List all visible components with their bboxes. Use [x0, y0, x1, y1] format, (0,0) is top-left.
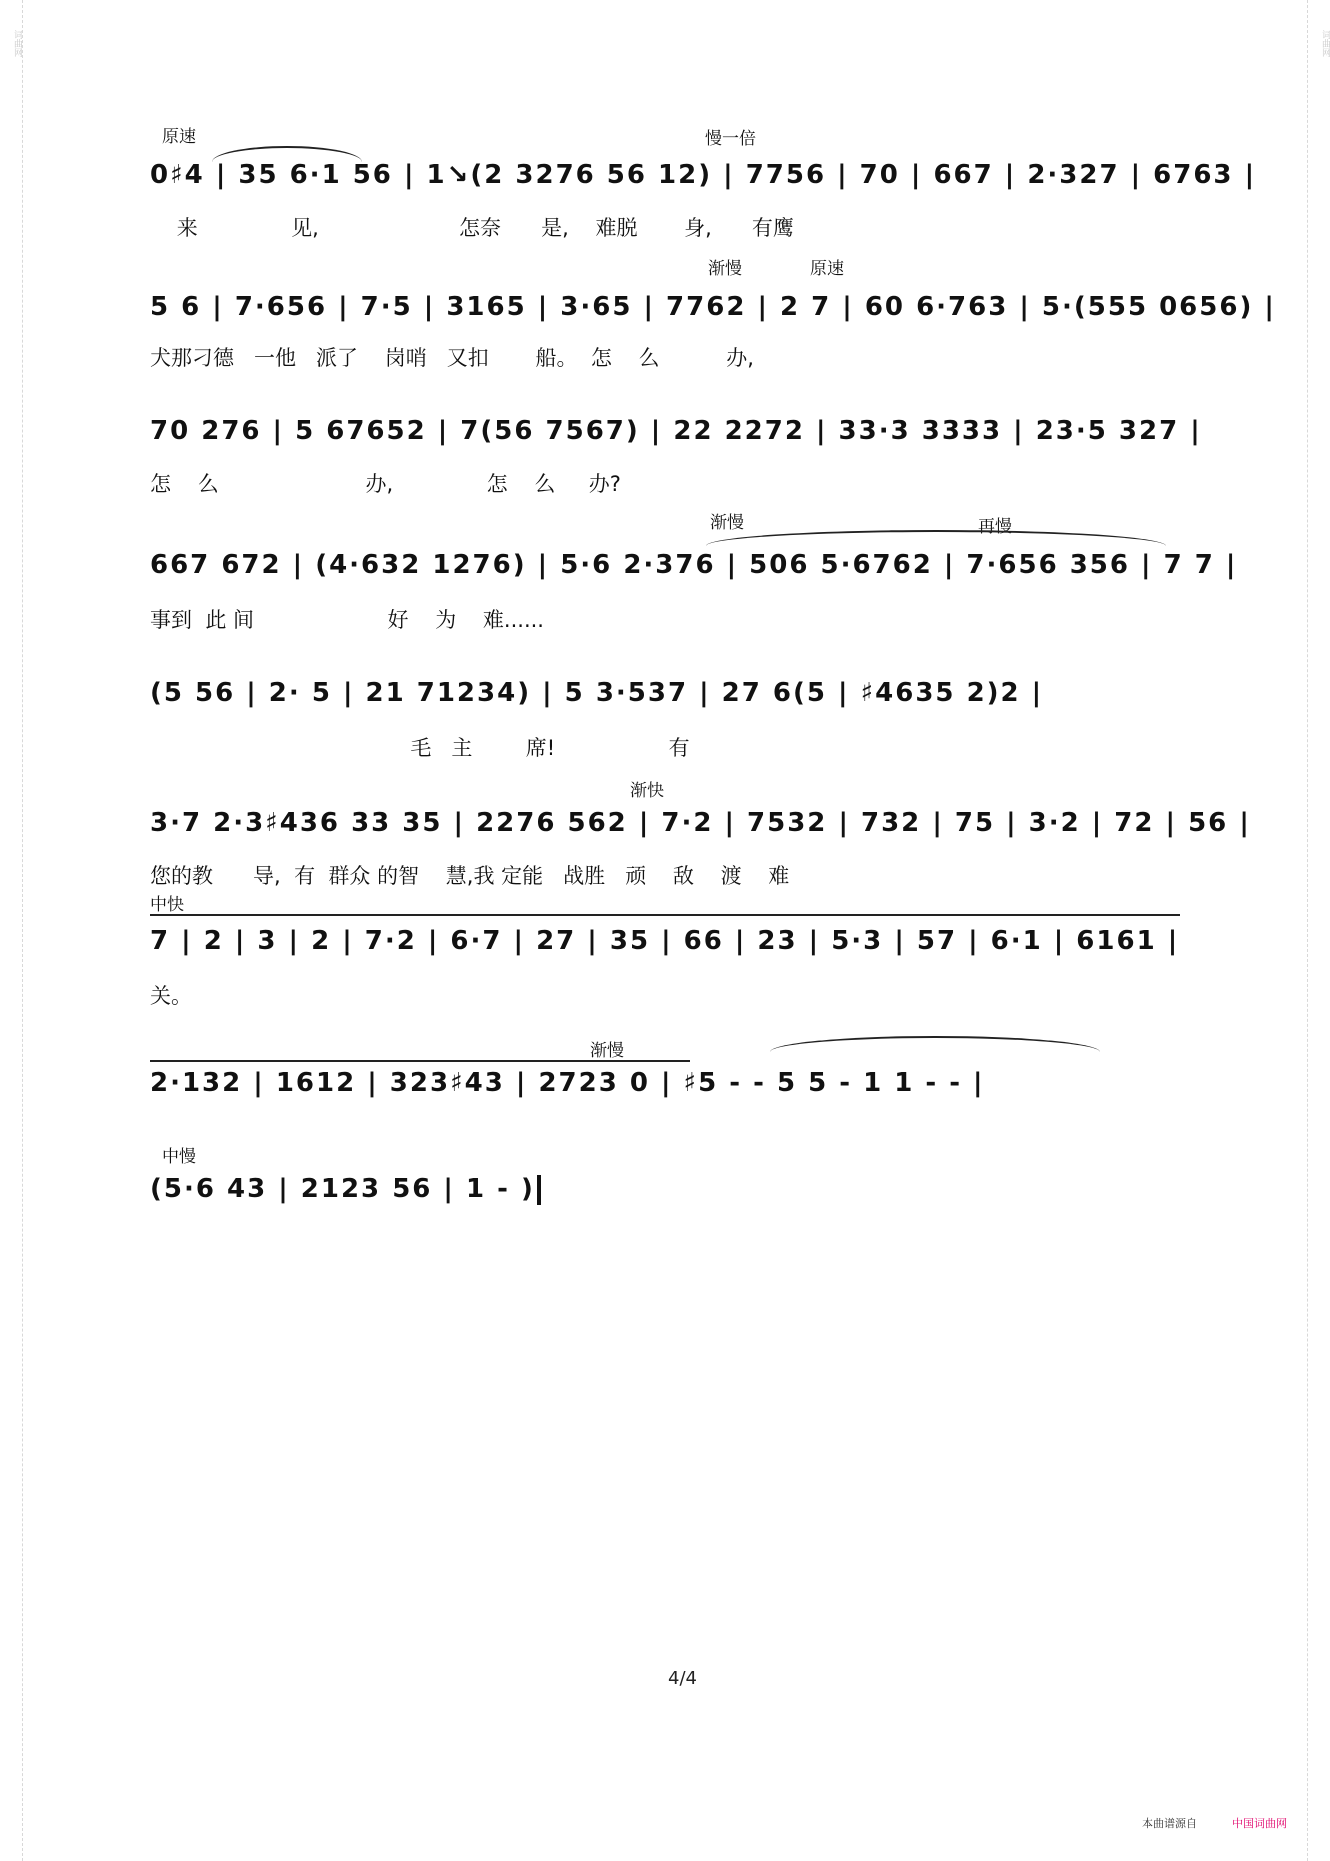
notes-text: (5·6 43 | 2123 56 | 1 - )	[150, 1174, 535, 1204]
lyrics-line: 犬那刁德 一他 派了 岗哨 又扣 船。 怎 么 办,	[150, 346, 754, 370]
right-watermark: 词曲网	[1320, 30, 1330, 57]
tempo-mark: 原速	[162, 127, 196, 147]
footer-site-link[interactable]: 中国词曲网	[1232, 1817, 1287, 1830]
tempo-mark: 中快	[150, 895, 184, 915]
slur	[706, 530, 1166, 546]
notes-line: 5 6 | 7·656 | 7·5 | 3165 | 3·65 | 7762 | 2 7 | 60 6·763 | 5·(555 0656) |	[150, 292, 1276, 322]
right-watermark-strip	[1307, 0, 1330, 1861]
page-number: 4/4	[668, 1668, 697, 1689]
tempo-mark: 渐快	[630, 781, 664, 801]
lyrics-line: 您的教 导, 有 群众 的智 慧,我 定能 战胜 顽 敌 渡 难	[150, 864, 790, 888]
lyrics-line: 怎 么 办, 怎 么 办?	[150, 472, 621, 496]
left-watermark: 词曲网	[12, 30, 22, 57]
notes-line	[150, 1174, 541, 1205]
notes-line: 667 672 | (4·632 1276) | 5·6 2·376 | 506 5·6762 | 7·656 356 | 7 7 |	[150, 550, 1238, 580]
tempo-mark: 原速	[810, 259, 844, 279]
lyrics-line: 事到 此 间 好 为 难......	[150, 608, 544, 632]
footer-source: 本曲谱源自	[1142, 1817, 1197, 1830]
left-watermark-strip	[0, 0, 23, 1861]
tempo-mark: 渐慢	[590, 1041, 624, 1061]
lyrics-line: 来 见, 怎奈 是, 难脱 身, 有鹰	[150, 216, 794, 240]
tempo-mark: 渐慢	[708, 259, 742, 279]
lyrics-line: 关。	[150, 984, 192, 1008]
tempo-mark: 渐慢	[710, 513, 744, 533]
notes-line: 0♯4 | 35 6·1 56 | 1↘(2 3276 56 12) | 7756 | 70 | 667 | 2·327 | 6763 |	[150, 160, 1257, 190]
notes-line: 3·7 2·3♯436 33 35 | 2276 562 | 7·2 | 7532 | 732 | 75 | 3·2 | 72 | 56 |	[150, 808, 1251, 838]
notes-line: (5 56 | 2· 5 | 21 71234) | 5 3·537 | 27 6(5 | ♯4635 2)2 |	[150, 678, 1044, 708]
notes-line: 2·132 | 1612 | 323♯43 | 2723 0 | ♯5 - - 5 5 - 1 1 - - |	[150, 1068, 985, 1098]
notes-line: 70 276 | 5 67652 | 7(56 7567) | 22 2272 | 33·3 3333 | 23·5 327 |	[150, 416, 1202, 446]
tempo-mark: 中慢	[162, 1147, 196, 1167]
slur	[770, 1036, 1100, 1052]
lyrics-line: 毛 主 席! 有	[150, 736, 690, 760]
tempo-mark: 再慢	[978, 517, 1012, 537]
final-barline	[537, 1175, 541, 1205]
notes-line: 7 | 2 | 3 | 2 | 7·2 | 6·7 | 27 | 35 | 66 | 23 | 5·3 | 57 | 6·1 | 6161 |	[150, 926, 1180, 956]
tempo-mark: 慢一倍	[705, 129, 756, 149]
